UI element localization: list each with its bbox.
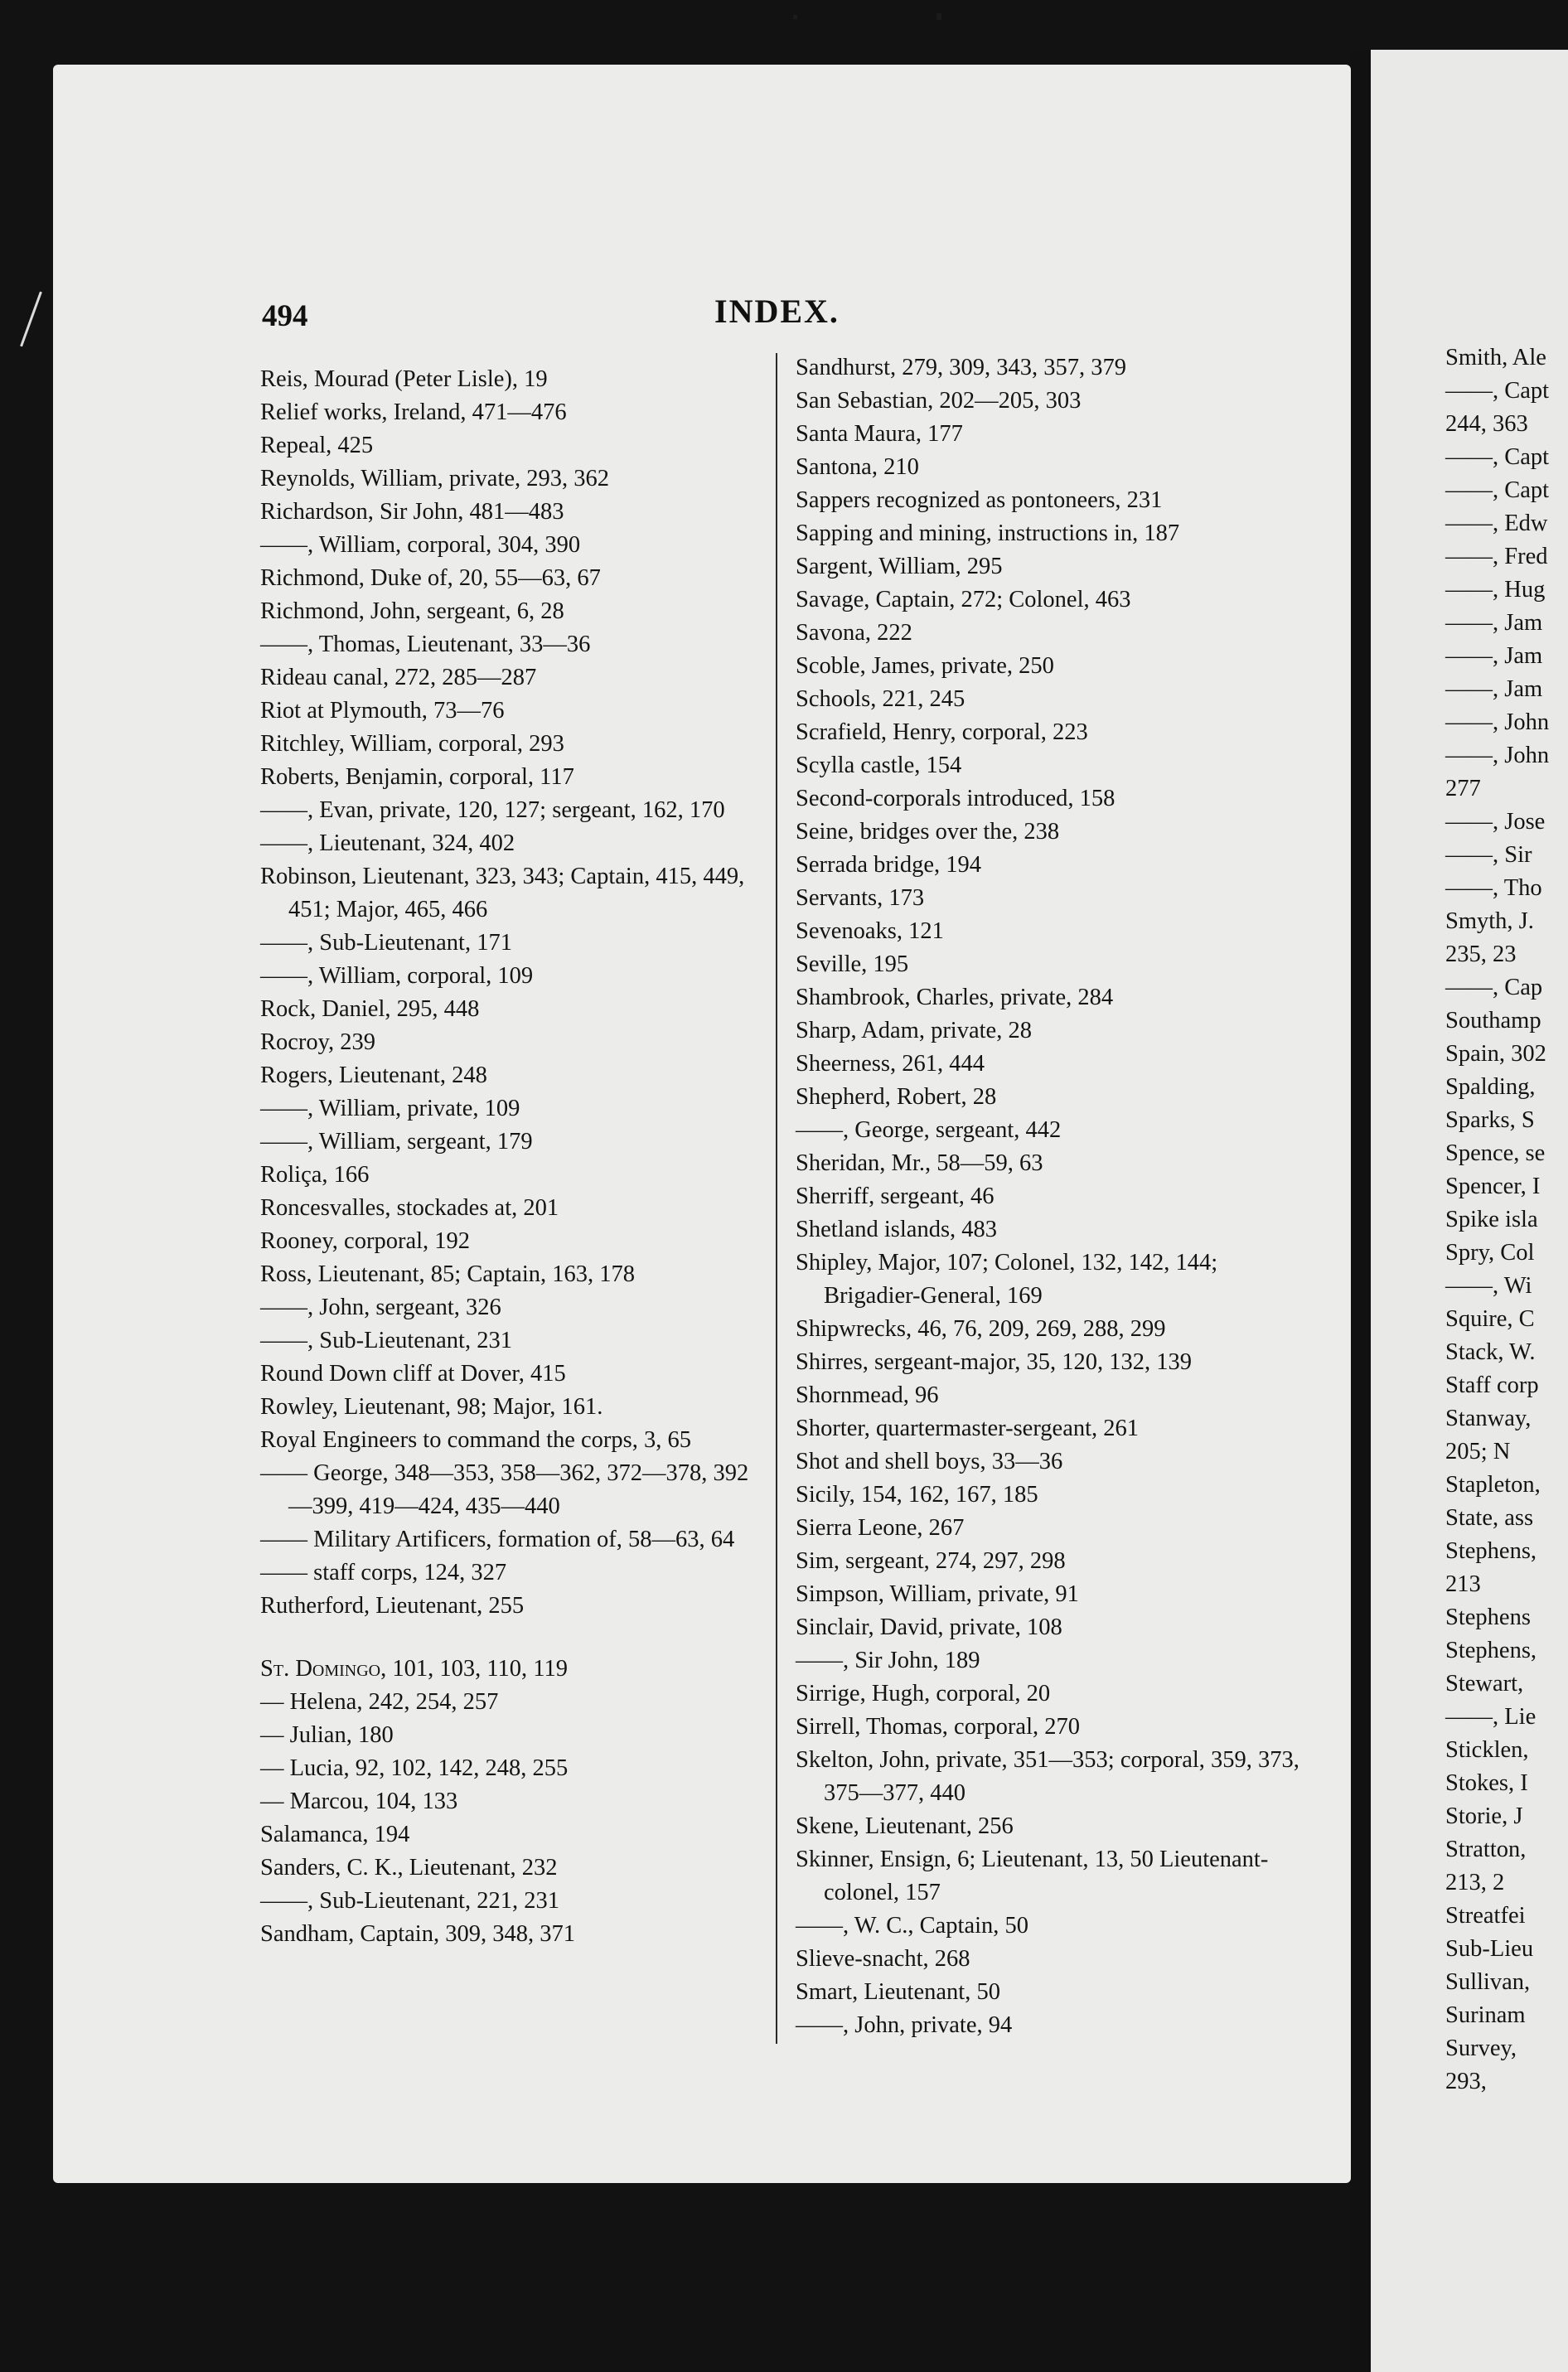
index-entry-fragment: Spencer, I [1445,1174,1541,1199]
index-entry-fragment: Stapleton, [1445,1472,1541,1498]
index-entry: —— Military Artificers, formation of, 58—63, 64 [260,1527,735,1552]
index-entry: Second-corporals introduced, 158 [796,786,1116,811]
index-entry: Round Down cliff at Dover, 415 [260,1361,566,1387]
index-entry: —— George, 348—353, 358—362, 372—378, 392—399, 419—424, 435—440 [260,1460,749,1519]
index-entry: Sirrell, Thomas, corporal, 270 [796,1714,1080,1740]
index-entry: Scylla castle, 154 [796,753,962,778]
index-entry: ——, Sub-Lieutenant, 171 [260,930,512,956]
index-entry-fragment: Staff corp [1445,1372,1539,1398]
index-entry-fragment: Stokes, I [1445,1770,1528,1796]
index-entry: Sicily, 154, 162, 167, 185 [796,1482,1038,1508]
index-entry-fragment: ——, Jam [1445,676,1543,702]
index-entry-fragment: Smith, Ale [1445,345,1546,370]
index-entry-fragment: Spike isla [1445,1207,1538,1232]
index-entry-fragment: 235, 23 [1445,942,1517,967]
index-entry: ——, Evan, private, 120, 127; sergeant, 162, 170 [260,797,725,823]
index-entry: ——, Lieutenant, 324, 402 [260,830,515,856]
index-entry: Sierra Leone, 267 [796,1515,965,1541]
index-entry: ——, Thomas, Lieutenant, 33—36 [260,632,591,657]
index-entry: Sheridan, Mr., 58—59, 63 [796,1150,1043,1176]
index-entry: Sheerness, 261, 444 [796,1051,985,1077]
index-entry-fragment: Stack, W. [1445,1339,1536,1365]
index-entry: Richardson, Sir John, 481—483 [260,499,564,525]
index-entry: Shirres, sergeant-major, 35, 120, 132, 139 [796,1349,1193,1375]
index-entry-fragment: Stratton, [1445,1837,1527,1862]
index-entry: Richmond, Duke of, 20, 55—63, 67 [260,565,601,591]
index-entry-fragment: Storie, J [1445,1803,1523,1829]
index-entry: Sanders, C. K., Lieutenant, 232 [260,1855,558,1881]
index-entry: ——, William, sergeant, 179 [260,1129,533,1155]
index-entry-fragment: 213 [1445,1571,1481,1597]
index-entry-fragment: ——, Capt [1445,444,1550,470]
index-entry: Skinner, Ensign, 6; Lieutenant, 13, 50 Lieutenant-colonel, 157 [796,1847,1269,1905]
index-entry: —— staff corps, 124, 327 [260,1560,507,1585]
index-entry: ——, William, private, 109 [260,1096,520,1121]
index-entry: Simpson, William, private, 91 [796,1581,1079,1607]
index-entry: Royal Engineers to command the corps, 3, 65 [260,1427,692,1453]
index-entry: ——, William, corporal, 304, 390 [260,532,581,558]
index-entry-fragment: ——, Tho [1445,875,1542,901]
index-entry: — Julian, 180 [260,1722,394,1748]
index-entry-fragment: Southamp [1445,1008,1541,1034]
index-entry: ——, Sub-Lieutenant, 231 [260,1328,512,1353]
index-entry: Sappers recognized as pontoneers, 231 [796,487,1163,513]
index-entry: Shetland islands, 483 [796,1217,998,1242]
index-entry: Sandham, Captain, 309, 348, 371 [260,1921,575,1947]
index-entry-fragment: Spry, Col [1445,1240,1535,1266]
index-entry-fragment: ——, Capt [1445,477,1550,503]
index-entry-fragment: Surinam [1445,2002,1526,2028]
index-entry: Reis, Mourad (Peter Lisle), 19 [260,366,548,392]
index-entry-fragment: ——, John [1445,709,1550,735]
index-entry: ——, John, private, 94 [796,2012,1013,2038]
index-entry: Repeal, 425 [260,433,374,458]
index-entry-fragment: Spence, se [1445,1140,1546,1166]
index-entry-fragment: 293, [1445,2069,1487,2094]
index-entry-fragment: ——, Wi [1445,1273,1532,1299]
scan-speck [793,15,797,19]
index-entry-fragment: ——, Jam [1445,643,1543,669]
index-entry: — Lucia, 92, 102, 142, 248, 255 [260,1755,569,1781]
index-entry: Relief works, Ireland, 471—476 [260,399,567,425]
index-entry-fragment: ——, Edw [1445,511,1548,536]
index-entry: Ritchley, William, corporal, 293 [260,731,564,757]
index-entry: Santona, 210 [796,454,919,480]
index-entry: Rock, Daniel, 295, 448 [260,996,480,1022]
index-entry: Roncesvalles, stockades at, 201 [260,1195,559,1221]
index-entry: Schools, 221, 245 [796,686,965,712]
index-entry: ——, Sir John, 189 [796,1648,980,1673]
scan-speck [20,292,42,347]
index-entry-fragment: Sparks, S [1445,1107,1535,1133]
index-entry: Smart, Lieutenant, 50 [796,1979,1000,2005]
index-entry-fragment: ——, John [1445,743,1550,768]
index-entry: Sapping and mining, instructions in, 187 [796,520,1180,546]
index-entry-fragment: Stephens [1445,1605,1531,1630]
index-entry: Savona, 222 [796,620,912,646]
index-entry: Salamanca, 194 [260,1822,410,1847]
index-entry: ——, George, sergeant, 442 [796,1117,1062,1143]
index-entry-fragment: ——, Fred [1445,544,1548,569]
index-entry: Shot and shell boys, 33—36 [796,1449,1063,1474]
page-number: 494 [262,299,308,333]
index-entry-fragment: ——, Jam [1445,610,1543,636]
index-entry: Servants, 173 [796,885,925,911]
index-entry: Santa Maura, 177 [796,421,963,447]
index-entry: Sargent, William, 295 [796,554,1003,579]
index-entry: Reynolds, William, private, 293, 362 [260,466,610,491]
index-entry: ——, Sub-Lieutenant, 221, 231 [260,1888,559,1914]
index-entry-fragment: 277 [1445,776,1481,801]
index-entry: Shambrook, Charles, private, 284 [796,985,1114,1010]
index-entry: Skene, Lieutenant, 256 [796,1813,1014,1839]
index-entry: Scoble, James, private, 250 [796,653,1054,679]
index-entry-fragment: 205; N [1445,1439,1511,1464]
index-entry: Sevenoaks, 121 [796,918,944,944]
page-title: INDEX. [714,293,840,330]
index-entry: San Sebastian, 202—205, 303 [796,388,1082,414]
index-entry: Scrafield, Henry, corporal, 223 [796,719,1088,745]
index-entry-fragment: ——, Sir [1445,842,1532,868]
index-entry: Shipwrecks, 46, 76, 209, 269, 288, 299 [796,1316,1166,1342]
index-entry: St. Domingo, 101, 103, 110, 119 [260,1656,569,1682]
index-entry-fragment: ——, Lie [1445,1704,1537,1730]
index-entry: Sinclair, David, private, 108 [796,1614,1062,1640]
index-entry-fragment: ——, Jose [1445,809,1546,835]
index-entry-fragment: 244, 363 [1445,411,1528,437]
index-entry: ——, John, sergeant, 326 [260,1295,501,1320]
index-entry: Rocroy, 239 [260,1029,376,1055]
index-column-middle [796,351,1309,2042]
index-entry: — Helena, 242, 254, 257 [260,1689,499,1715]
index-entry: Skelton, John, private, 351—353; corporal, 359, 373, 375—377, 440 [796,1747,1299,1806]
index-entry: ——, W. C., Captain, 50 [796,1913,1029,1939]
index-entry: Sirrige, Hugh, corporal, 20 [796,1681,1051,1706]
index-entry: Shipley, Major, 107; Colonel, 132, 142, 144; Brigadier-General, 169 [796,1250,1218,1309]
index-entry: Riot at Plymouth, 73—76 [260,698,505,724]
index-entry-fragment: Survey, [1445,2036,1517,2061]
index-entry: Sandhurst, 279, 309, 343, 357, 379 [796,355,1126,380]
index-entry: Seine, bridges over the, 238 [796,819,1060,845]
index-entry: Shornmead, 96 [796,1382,939,1408]
index-entry-fragment: Stephens, [1445,1538,1537,1564]
index-entry: Sherriff, sergeant, 46 [796,1184,995,1209]
index-entry: Seville, 195 [796,951,909,977]
index-column-left [260,363,767,1951]
index-entry: Rogers, Lieutenant, 248 [260,1063,487,1088]
index-entry-fragment: Sub-Lieu [1445,1936,1534,1962]
index-entry-fragment: Smyth, J. [1445,908,1534,934]
index-entry: Serrada bridge, 194 [796,852,981,878]
index-entry: Rowley, Lieutenant, 98; Major, 161. [260,1394,603,1420]
section-gap [260,1623,767,1653]
index-entry: ——, William, corporal, 109 [260,963,534,989]
index-entry-fragment: Spalding, [1445,1074,1536,1100]
index-entry-fragment: Sticklen, [1445,1737,1529,1763]
index-entry: Rooney, corporal, 192 [260,1228,471,1254]
index-entry-fragment: Squire, C [1445,1306,1535,1332]
index-entry: Roliça, 166 [260,1162,370,1188]
index-entry-fragment: Stephens, [1445,1638,1537,1663]
index-entry-fragment: Streatfei [1445,1903,1526,1929]
index-column-facing-page [1445,341,1568,2098]
index-entry-fragment: ——, Hug [1445,577,1546,603]
index-entry-fragment: Stanway, [1445,1406,1532,1431]
index-entry: Savage, Captain, 272; Colonel, 463 [796,587,1131,612]
page-gutter [1351,50,1371,2372]
index-entry: Sim, sergeant, 274, 297, 298 [796,1548,1066,1574]
column-divider [776,353,777,2044]
index-entry-fragment: ——, Cap [1445,975,1543,1000]
index-entry-fragment: 213, 2 [1445,1870,1505,1895]
index-entry-fragment: Sullivan, [1445,1969,1531,1995]
index-entry: Shorter, quartermaster-sergeant, 261 [796,1416,1140,1441]
index-entry-fragment: Stewart, [1445,1671,1524,1697]
scan-speck [936,13,941,20]
index-entry: Shepherd, Robert, 28 [796,1084,997,1110]
index-entry: Richmond, John, sergeant, 6, 28 [260,598,564,624]
index-entry: Rideau canal, 272, 285—287 [260,665,537,690]
index-entry-fragment: Spain, 302 [1445,1041,1546,1067]
index-entry: Sharp, Adam, private, 28 [796,1018,1032,1043]
index-entry: — Marcou, 104, 133 [260,1789,458,1814]
index-entry-fragment: ——, Capt [1445,378,1550,404]
index-entry: Roberts, Benjamin, corporal, 117 [260,764,574,790]
index-entry: Rutherford, Lieutenant, 255 [260,1593,525,1619]
index-entry: Slieve-snacht, 268 [796,1946,970,1972]
index-entry: Robinson, Lieutenant, 323, 343; Captain, 415, 449, 451; Major, 465, 466 [260,864,745,922]
index-entry: Ross, Lieutenant, 85; Captain, 163, 178 [260,1261,635,1287]
index-entry-fragment: State, ass [1445,1505,1534,1531]
